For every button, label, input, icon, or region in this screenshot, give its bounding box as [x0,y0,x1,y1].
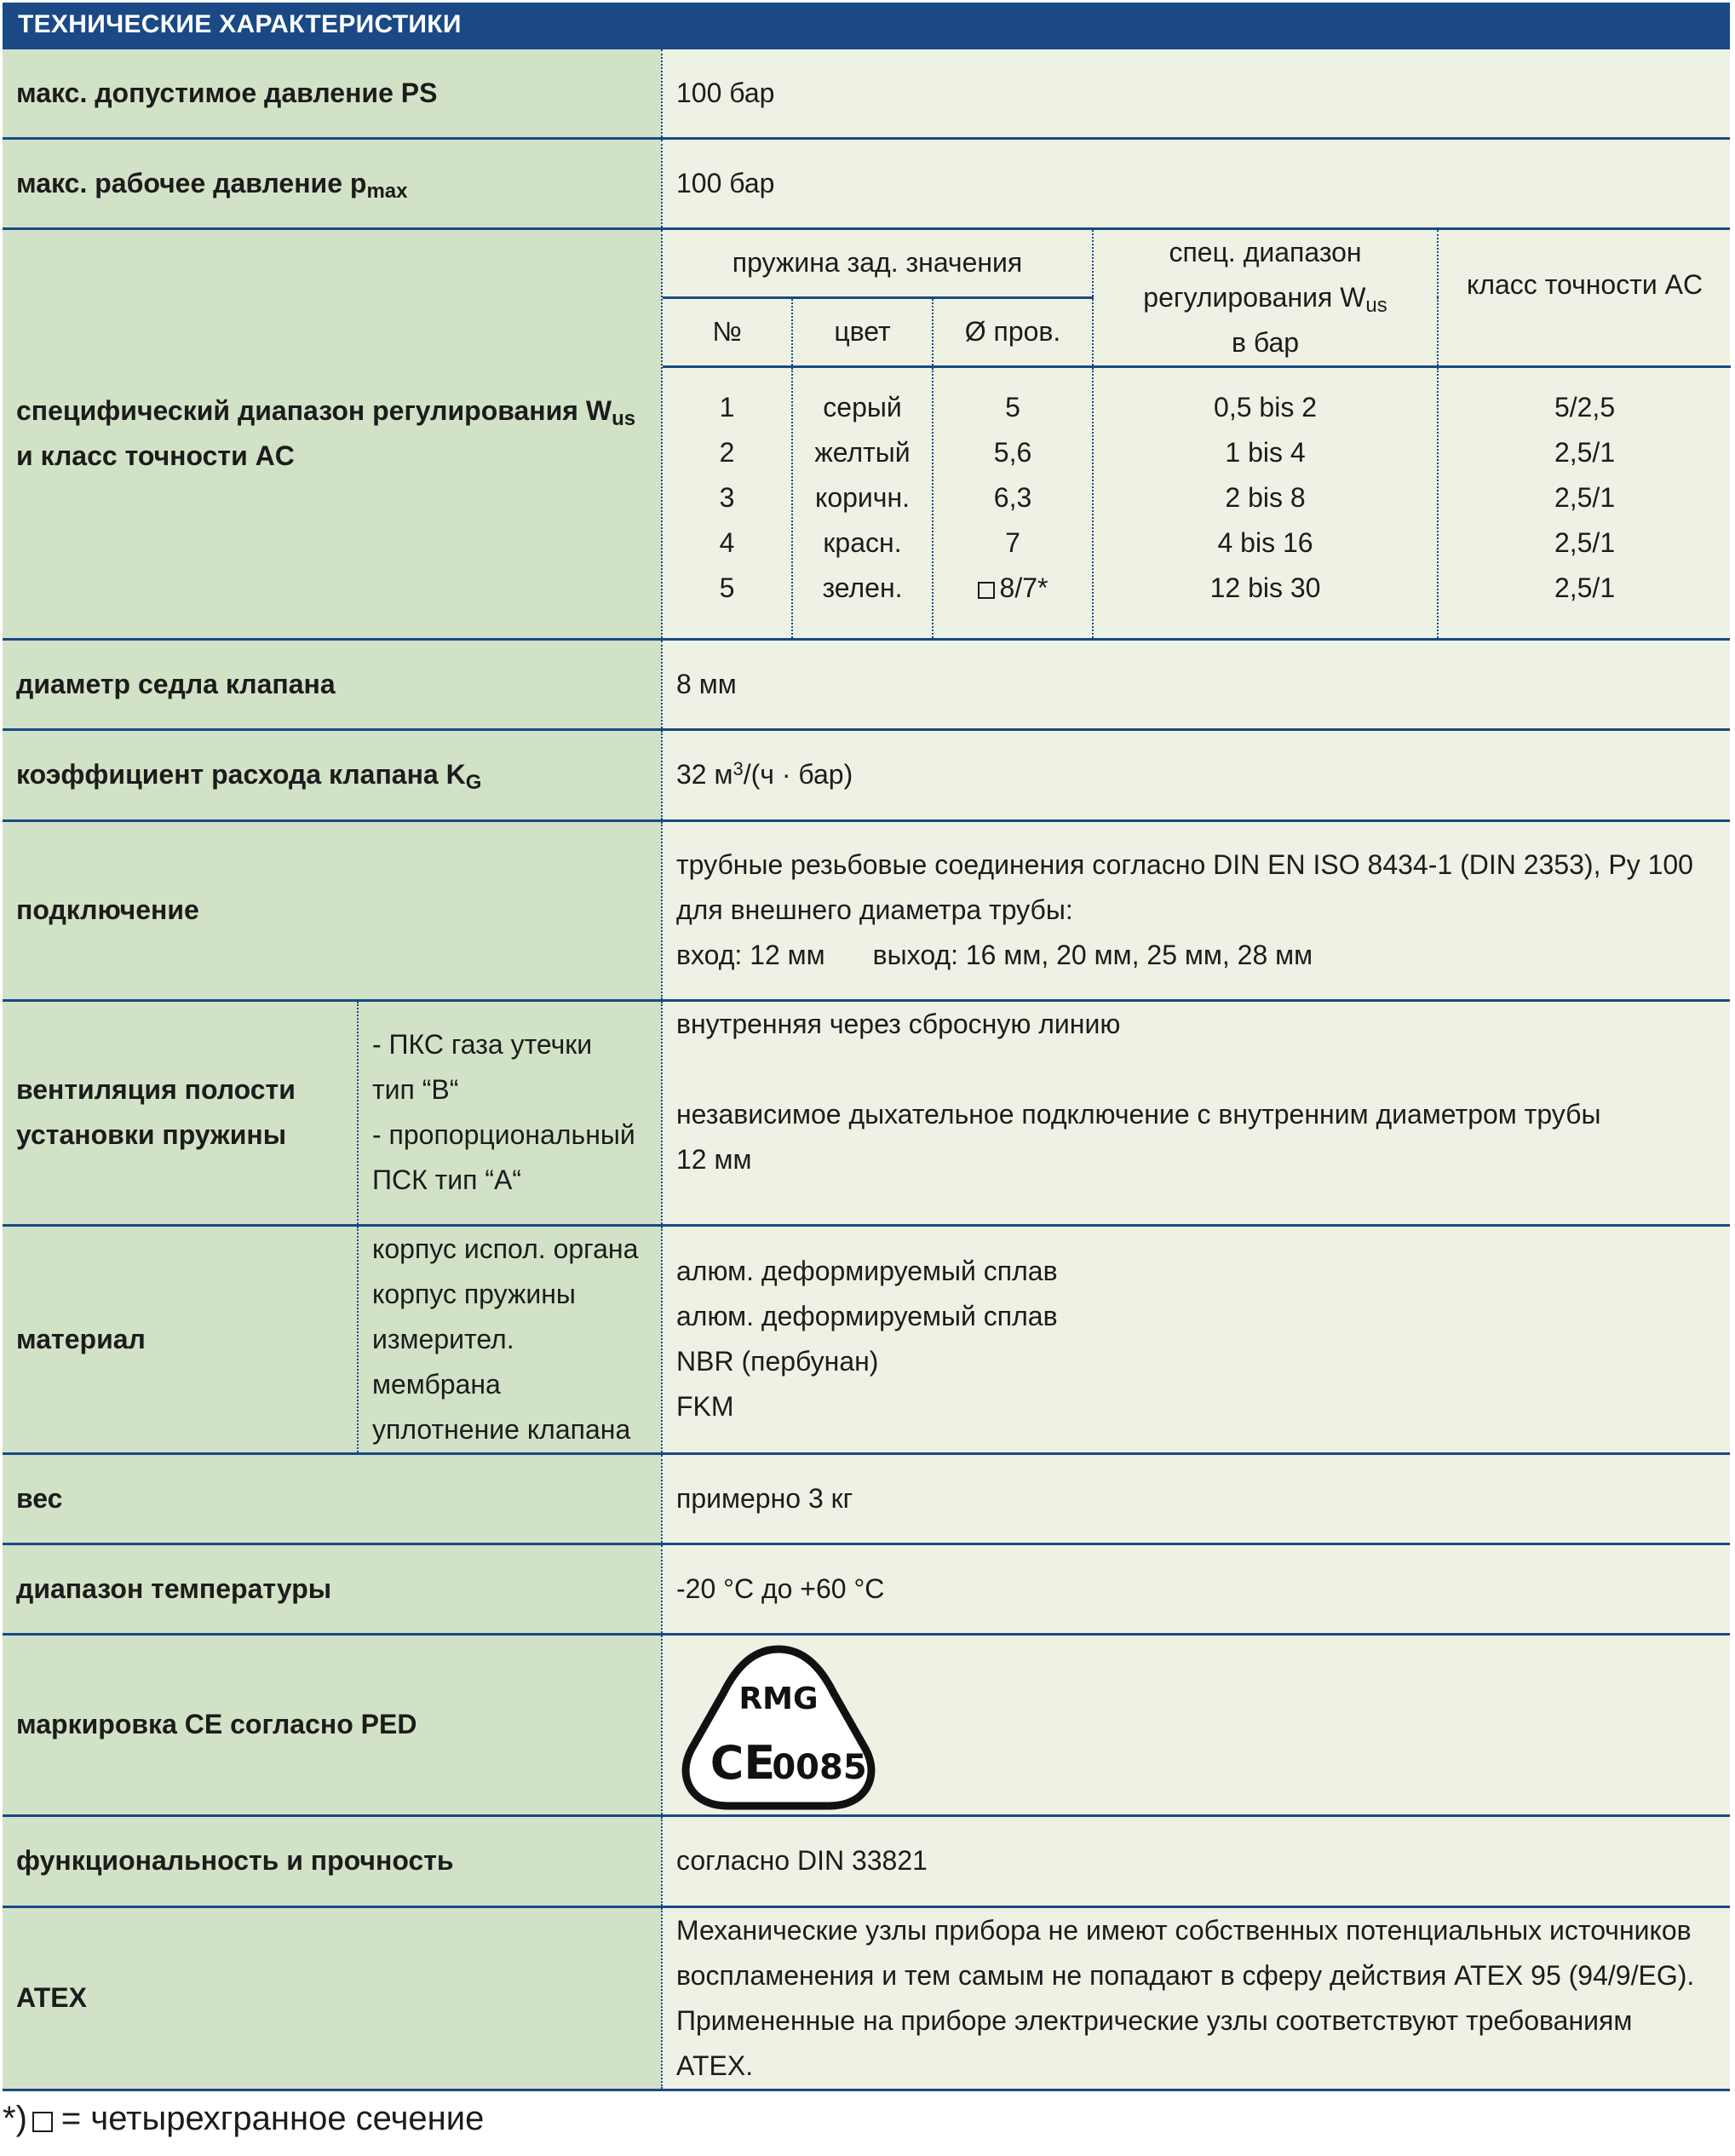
label-spring-vent: вентиляция полости установки пружины [3,1000,358,1225]
spring-no-list: 1 2 3 4 5 [719,392,735,603]
sub-spring-vent: - ПКС газа утечки тип “B“ - пропорциональный ПСК тип “A“ [358,1000,662,1225]
value-temperature: -20 °C до +60 °C [662,1544,1730,1634]
row-max-operating-pressure [3,139,1730,229]
spring-rows [663,367,1731,638]
row-function [3,1815,1730,1906]
label-ce-marking: маркировка CE согласно PED [3,1634,662,1815]
label-material: материал [3,1225,358,1453]
no-column-header: № [663,297,792,366]
value-atex: Механические узлы прибора не имеют собственных потенциальных источников воспламенения и тем самым не попадают в сферу действия ATEX 95 (94/9/EG). Примененные на приборе электрические узлы соответствуют требованиям ATEX. [662,1906,1730,2090]
row-connection [3,820,1730,1000]
row-weight [3,1453,1730,1544]
value-spring-vent: внутренняя через сбросную линию независимое дыхательное подключение с внутренним диаметром трубы 12 мм [662,1000,1730,1225]
logo-number: 0085 [772,1747,867,1787]
square-section-icon [32,2112,53,2132]
row-flow-coefficient [3,729,1730,820]
row-setpoint-range [3,229,1730,640]
row-max-allowed-pressure [3,49,1730,139]
rmg-ce-logo [676,1642,881,1813]
spring-range-list: 0,5 bis 2 1 bis 4 2 bis 8 4 bis 16 12 bis 30 [1093,367,1438,638]
row-atex [3,1906,1730,2090]
color-column-header: цвет [792,297,933,366]
spring-diameter-list: 5 5,6 6,3 7 8/7* [933,367,1093,638]
value-function: согласно DIN 33821 [662,1815,1730,1906]
value-max-operating-pressure: 100 бар [662,139,1730,229]
square-section-icon [978,582,995,599]
spring-table-cell [662,229,1730,640]
class-column-header: класс точности AC [1438,230,1731,367]
label-flow-coefficient: коэффициент расхода клапана $K_G$ [3,729,662,820]
value-connection: трубные резьбовые соединения согласно DIN EN ISO 8434-1 (DIN 2353), Pу 100 для внешнего диаметра трубы: вход: 12 мм выход: 16 мм, 20 мм, 25 мм, 28 мм [662,820,1730,1000]
footnote [3,2093,484,2144]
label-function: функциональность и прочность [3,1815,662,1906]
spring-table [663,230,1731,638]
value-max-allowed-pressure: 100 бар [662,49,1730,139]
range-column-header: спец. диапазон регулирования $W_{us}$ в бар [1093,230,1438,367]
value-material: алюм. деформируемый сплав алюм. деформируемый сплав NBR (пербунан) FKM [662,1225,1730,1453]
label-max-operating-pressure: макс. рабочее давление $p_{max}$ [3,139,662,229]
logo-rmg-text: RMG [738,1681,819,1716]
row-spring-vent [3,1000,1730,1225]
value-valve-seat: 8 мм [662,639,1730,729]
spring-color-list: серый желтый коричн. красн. зелен. [792,367,933,638]
label-setpoint-range: специфический диапазон регулирования $W_{us}$ и класс точности AC [3,229,662,640]
label-weight: вес [3,1453,662,1544]
logo-ce-mark: CE [710,1735,776,1790]
row-material [3,1225,1730,1453]
value-flow-coefficient: 32 $м^3/(ч \cdot бар)$ [662,729,1730,820]
row-temperature [3,1544,1730,1634]
spring-header: пружина зад. значения [663,230,1093,297]
spec-table [3,47,1730,2091]
label-atex: ATEX [3,1906,662,2090]
spec-header: ТЕХНИЧЕСКИЕ ХАРАКТЕРИСТИКИ [3,3,1730,47]
label-max-allowed-pressure: макс. допустимое давление PS [3,49,662,139]
label-temperature: диапазон температуры [3,1544,662,1634]
footnote-text: = четырехгранное сечение [60,2100,485,2137]
label-connection: подключение [3,820,662,1000]
row-valve-seat [3,639,1730,729]
sub-material: корпус испол. органа корпус пружины измерител. мембрана уплотнение клапана [358,1225,662,1453]
value-weight: примерно 3 кг [662,1453,1730,1544]
diameter-column-header: Ø пров. [933,297,1093,366]
label-valve-seat: диаметр седла клапана [3,639,662,729]
spring-class-list: 5/2,5 2,5/1 2,5/1 2,5/1 2,5/1 [1438,367,1731,638]
value-ce-marking [662,1634,1730,1815]
footnote-mark: *) [3,2100,27,2137]
row-ce-marking [3,1634,1730,1815]
